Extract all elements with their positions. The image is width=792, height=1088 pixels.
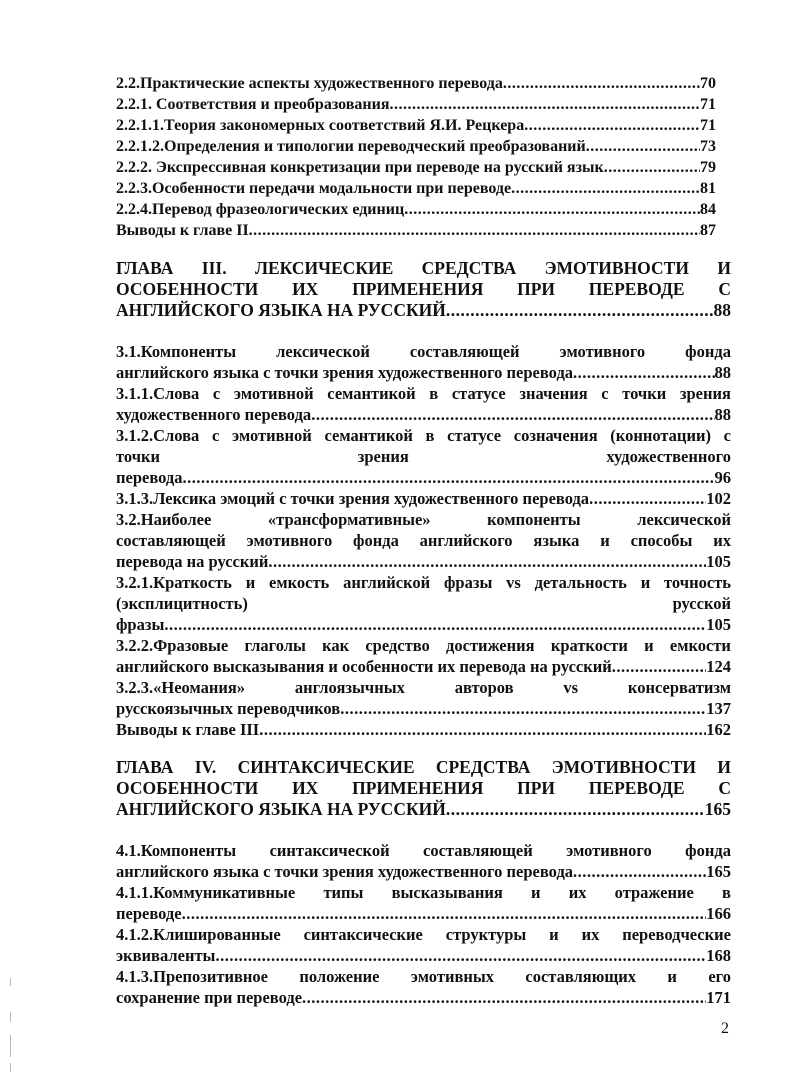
heading-text: АНГЛИЙСКОГО ЯЗЫКА НА РУССКИЙ xyxy=(116,799,446,819)
toc-entry-page: 162 xyxy=(706,720,731,739)
toc-entry-title: эквиваленты xyxy=(116,946,216,965)
word: ПЕРЕВОДЕ xyxy=(588,778,685,798)
toc-entry-title: 2.2.Практические аспекты художественного перевода xyxy=(116,75,503,92)
word: 3.2.3.«Неомания» xyxy=(116,678,246,697)
word: авторов xyxy=(454,678,514,697)
scan-artifact xyxy=(10,1063,11,1072)
word: английского xyxy=(419,531,513,550)
toc-entry-page: 88 xyxy=(714,405,731,424)
word: И xyxy=(717,757,731,777)
dot-leader xyxy=(340,698,706,719)
word: с xyxy=(211,426,220,445)
toc-entry-title: переводе xyxy=(116,904,182,923)
word: фонда xyxy=(353,531,399,550)
heading-line xyxy=(116,279,731,300)
toc-entry-title: фразы xyxy=(116,615,165,634)
word: созначения xyxy=(513,426,598,445)
toc-entry-line[interactable] xyxy=(116,467,731,488)
word: эмотивного xyxy=(246,531,333,550)
scan-artifact xyxy=(10,1012,11,1022)
toc-entry-page: 124 xyxy=(706,657,731,676)
word: и xyxy=(245,573,256,592)
word: ПРИ xyxy=(517,279,556,299)
word: ПРИМЕНЕНИЯ xyxy=(352,279,484,299)
word: фонда xyxy=(685,841,731,860)
dot-leader xyxy=(302,987,706,1008)
toc-entry-line[interactable] xyxy=(116,341,731,362)
word: художественного xyxy=(606,447,731,466)
toc-entry-page: 166 xyxy=(706,904,731,923)
toc-entry-page: 88 xyxy=(713,300,731,320)
word: точки xyxy=(622,384,667,403)
toc-entry-page: 87 xyxy=(700,222,716,239)
dot-leader xyxy=(389,94,700,115)
word: зрения xyxy=(357,447,409,466)
toc-entry[interactable] xyxy=(116,157,716,178)
word: 4.1.1.Коммуникативные xyxy=(116,883,296,902)
word: ПРИ xyxy=(517,778,556,798)
word: (коннотации) xyxy=(610,426,711,445)
word: 3.1.Компоненты xyxy=(116,342,237,361)
heading-text: АНГЛИЙСКОГО ЯЗЫКА НА РУССКИЙ xyxy=(116,300,446,320)
toc-entry-line[interactable] xyxy=(116,656,731,677)
word: русской xyxy=(672,594,731,613)
word: лексической xyxy=(276,342,370,361)
word: в xyxy=(425,426,435,445)
toc-entry-line[interactable] xyxy=(116,719,731,740)
chapter-iii-heading[interactable] xyxy=(116,258,731,321)
word: составляющих xyxy=(525,967,637,986)
toc-entry-line[interactable] xyxy=(116,572,731,593)
dot-leader xyxy=(183,467,715,488)
word: составляющей xyxy=(409,342,520,361)
word: СРЕДСТВА xyxy=(421,258,517,278)
word: эмотивной xyxy=(233,384,314,403)
toc-entry-line[interactable] xyxy=(116,924,731,945)
toc-entry-line[interactable] xyxy=(116,488,731,509)
word: способы xyxy=(630,531,693,550)
scan-artifact xyxy=(10,978,11,986)
toc-entry-title: английского языка с точки зрения художественного перевода xyxy=(116,363,574,382)
toc-entry-line[interactable] xyxy=(116,903,731,924)
word: статусе xyxy=(447,426,502,445)
word: «трансформативные» xyxy=(267,510,431,529)
toc-entry-line[interactable] xyxy=(116,987,731,1008)
word: структуры xyxy=(445,925,527,944)
word: эмотивной xyxy=(231,426,312,445)
dot-leader xyxy=(182,903,707,924)
toc-entry-line[interactable] xyxy=(116,593,731,614)
word: эмотивного xyxy=(559,342,646,361)
word: консерватизм xyxy=(627,678,731,697)
heading-line xyxy=(116,258,731,279)
toc-chapter-iv-sections xyxy=(116,840,731,1008)
dot-leader xyxy=(446,799,705,820)
word: ОСОБЕННОСТИ xyxy=(116,279,259,299)
toc-entry-page: 165 xyxy=(706,862,731,881)
toc-entry[interactable] xyxy=(116,73,716,94)
word: эмотивного xyxy=(566,841,652,860)
toc-entry-line[interactable] xyxy=(116,551,731,572)
word: с xyxy=(601,384,609,403)
toc-entry-title: сохранение при переводе xyxy=(116,988,303,1007)
word: компоненты xyxy=(487,510,581,529)
chapter-iv-heading[interactable] xyxy=(116,757,731,820)
toc-entry-page: 171 xyxy=(706,988,731,1007)
word: переводческие xyxy=(622,925,731,944)
toc-entry-line[interactable] xyxy=(116,614,731,635)
toc-entry-line[interactable] xyxy=(116,362,731,383)
word: их xyxy=(713,531,731,550)
heading-line xyxy=(116,757,731,778)
word: семантикой xyxy=(324,426,413,445)
dot-leader xyxy=(589,488,706,509)
word: 4.1.3.Препозитивное xyxy=(116,967,268,986)
word: (эксплицитность) xyxy=(116,594,248,613)
word: эмотивных xyxy=(410,967,494,986)
toc-entry-page: 84 xyxy=(700,201,716,218)
toc-entry-page: 137 xyxy=(706,699,731,718)
word: 3.2.2.Фразовые xyxy=(116,636,229,655)
toc-entry-page: 102 xyxy=(706,489,731,508)
heading-line xyxy=(116,300,731,321)
word: фразы xyxy=(443,573,493,592)
toc-entry-page: 165 xyxy=(704,799,731,819)
word: значения xyxy=(519,384,588,403)
toc-entry-page: 105 xyxy=(706,615,731,634)
toc-entry-page: 71 xyxy=(700,96,716,113)
toc-entry[interactable] xyxy=(116,199,716,220)
toc-entry-line[interactable] xyxy=(116,635,731,656)
word: средство xyxy=(365,636,430,655)
toc-entry-title: Выводы к главе II xyxy=(116,222,249,239)
toc-entry-line[interactable] xyxy=(116,840,731,861)
toc-entry-line[interactable] xyxy=(116,945,731,966)
word: И xyxy=(717,258,731,278)
word: высказывания xyxy=(391,883,503,902)
word: в xyxy=(429,384,439,403)
toc-entry-title: 2.2.1. Соответствия и преобразования xyxy=(116,96,390,113)
word: ПЕРЕВОДЕ xyxy=(588,279,685,299)
dot-leader xyxy=(503,73,700,94)
word: ИХ xyxy=(292,279,319,299)
toc-entry-line[interactable] xyxy=(116,698,731,719)
word: 3.1.2.Слова xyxy=(116,426,200,445)
word: английской xyxy=(343,573,431,592)
dot-leader xyxy=(511,178,700,199)
word: детальность xyxy=(534,573,627,592)
word: IV. xyxy=(194,757,217,777)
toc-entry-page: 71 xyxy=(700,117,716,134)
word: достижения xyxy=(446,636,535,655)
word: 3.1.1.Слова xyxy=(116,384,200,403)
word: составляющей xyxy=(423,841,533,860)
word: С xyxy=(718,778,731,798)
word: англоязычных xyxy=(294,678,405,697)
word: статусе xyxy=(451,384,506,403)
toc-entry-line[interactable] xyxy=(116,446,731,467)
dot-leader xyxy=(524,115,700,136)
word: фонда xyxy=(685,342,731,361)
word: vs xyxy=(563,678,579,697)
word: лексической xyxy=(637,510,731,529)
word: в xyxy=(722,883,731,902)
toc-entry-page: 88 xyxy=(714,363,731,382)
toc-entry-page: 81 xyxy=(700,180,716,197)
word: ЭМОТИВНОСТИ xyxy=(544,258,689,278)
dot-leader xyxy=(446,300,714,321)
word: с xyxy=(723,426,731,445)
toc-entry-title: 2.2.2. Экспрессивная конкретизации при переводе на русский язык xyxy=(116,159,604,176)
word: точки xyxy=(116,447,161,466)
word: 4.1.2.Клишированные xyxy=(116,925,281,944)
page-number: 2 xyxy=(721,1020,729,1037)
toc-entry-title: 2.2.1.1.Теория закономерных соответствий Я.И. Рецкера xyxy=(116,117,525,134)
toc-entry-line[interactable] xyxy=(116,861,731,882)
word: синтаксические xyxy=(303,925,423,944)
toc-entry-title: 2.2.4.Перевод фразеологических единиц xyxy=(116,201,405,218)
toc-entry-page: 73 xyxy=(700,138,716,155)
word: составляющей xyxy=(116,531,226,550)
toc-entry-line[interactable] xyxy=(116,530,731,551)
toc-entry-title: английского языка с точки зрения художественного перевода xyxy=(116,862,574,881)
word: как xyxy=(322,636,350,655)
word: ЛЕКСИЧЕСКИЕ xyxy=(254,258,394,278)
toc-entry-line[interactable] xyxy=(116,404,731,425)
toc-entry-title: художественного перевода xyxy=(116,405,312,424)
toc-entry-title: 2.2.1.2.Определения и типологии переводческий преобразований xyxy=(116,138,586,155)
toc-entry-title: 2.2.3.Особенности передачи модальности при переводе xyxy=(116,180,512,197)
word: ИХ xyxy=(292,778,319,798)
toc-entry-title: английского высказывания и особенности их перевода на русский xyxy=(116,657,612,676)
word: с xyxy=(212,384,221,403)
dot-leader xyxy=(164,614,706,635)
toc-entry-line[interactable] xyxy=(116,383,731,404)
dot-leader xyxy=(249,220,700,241)
dot-leader xyxy=(311,404,714,425)
word: С xyxy=(718,279,731,299)
word: зрения xyxy=(679,384,731,403)
word: емкости xyxy=(669,636,731,655)
word: ГЛАВА xyxy=(116,757,174,777)
word: СРЕДСТВА xyxy=(435,757,531,777)
dot-leader xyxy=(573,362,714,383)
toc-entry-title: Выводы к главе III xyxy=(116,720,260,739)
word: точность xyxy=(664,573,731,592)
toc-entry[interactable] xyxy=(116,115,716,136)
word: глаголы xyxy=(244,636,306,655)
scan-artifact xyxy=(10,1035,11,1057)
word: его xyxy=(708,967,731,986)
toc-entry-page: 70 xyxy=(700,75,716,92)
dot-leader xyxy=(604,157,700,178)
word: и xyxy=(600,531,610,550)
word: ОСОБЕННОСТИ xyxy=(116,778,259,798)
toc-chapter-iii-sections xyxy=(116,341,731,740)
dot-leader xyxy=(586,136,700,157)
word: синтаксической xyxy=(269,841,390,860)
word: емкость xyxy=(269,573,330,592)
word: семантикой xyxy=(327,384,416,403)
heading-line xyxy=(116,778,731,799)
toc-entry-title: 3.1.3.Лексика эмоций с точки зрения художественного перевода xyxy=(116,489,590,508)
word: 3.2.Наиболее xyxy=(116,510,212,529)
toc-entry-title: перевода xyxy=(116,468,183,487)
dot-leader xyxy=(259,719,706,740)
word: СИНТАКСИЧЕСКИЕ xyxy=(237,757,415,777)
toc-entry[interactable] xyxy=(116,136,716,157)
dot-leader xyxy=(573,861,706,882)
dot-leader xyxy=(612,656,706,677)
word: типы xyxy=(323,883,364,902)
word: и xyxy=(640,573,651,592)
heading-line xyxy=(116,799,731,820)
word: ЭМОТИВНОСТИ xyxy=(551,757,697,777)
word: и xyxy=(549,925,559,944)
toc-entry-title: русскоязычных переводчиков xyxy=(116,699,341,718)
toc-entry-line[interactable] xyxy=(116,677,731,698)
word: ПРИМЕНЕНИЯ xyxy=(352,778,484,798)
word: положение xyxy=(299,967,380,986)
toc-entry-page: 79 xyxy=(700,159,716,176)
word: языка xyxy=(533,531,580,550)
word: краткости xyxy=(550,636,628,655)
word: и xyxy=(667,967,677,986)
toc-entry-page: 168 xyxy=(706,946,731,965)
word: III. xyxy=(201,258,227,278)
toc-entry-title: перевода на русский xyxy=(116,552,269,571)
toc-entry-line[interactable] xyxy=(116,509,731,530)
toc-entry[interactable] xyxy=(116,178,716,199)
toc-entry[interactable] xyxy=(116,220,716,241)
word: vs xyxy=(506,573,521,592)
dot-leader xyxy=(268,551,706,572)
toc-chapter-ii-tail xyxy=(116,73,716,241)
word: ГЛАВА xyxy=(116,258,174,278)
toc-entry-page: 96 xyxy=(714,468,731,487)
toc-entry-page: 105 xyxy=(706,552,731,571)
toc-entry[interactable] xyxy=(116,94,716,115)
word: и xyxy=(531,883,541,902)
toc-entry-line[interactable] xyxy=(116,425,731,446)
dot-leader xyxy=(215,945,706,966)
word: 3.2.1.Краткость xyxy=(116,573,232,592)
dot-leader xyxy=(404,199,700,220)
word: и xyxy=(644,636,654,655)
word: их xyxy=(568,883,587,902)
toc-entry-line[interactable] xyxy=(116,966,731,987)
toc-entry-line[interactable] xyxy=(116,882,731,903)
word: отражение xyxy=(614,883,694,902)
word: их xyxy=(581,925,600,944)
word: 4.1.Компоненты xyxy=(116,841,237,860)
